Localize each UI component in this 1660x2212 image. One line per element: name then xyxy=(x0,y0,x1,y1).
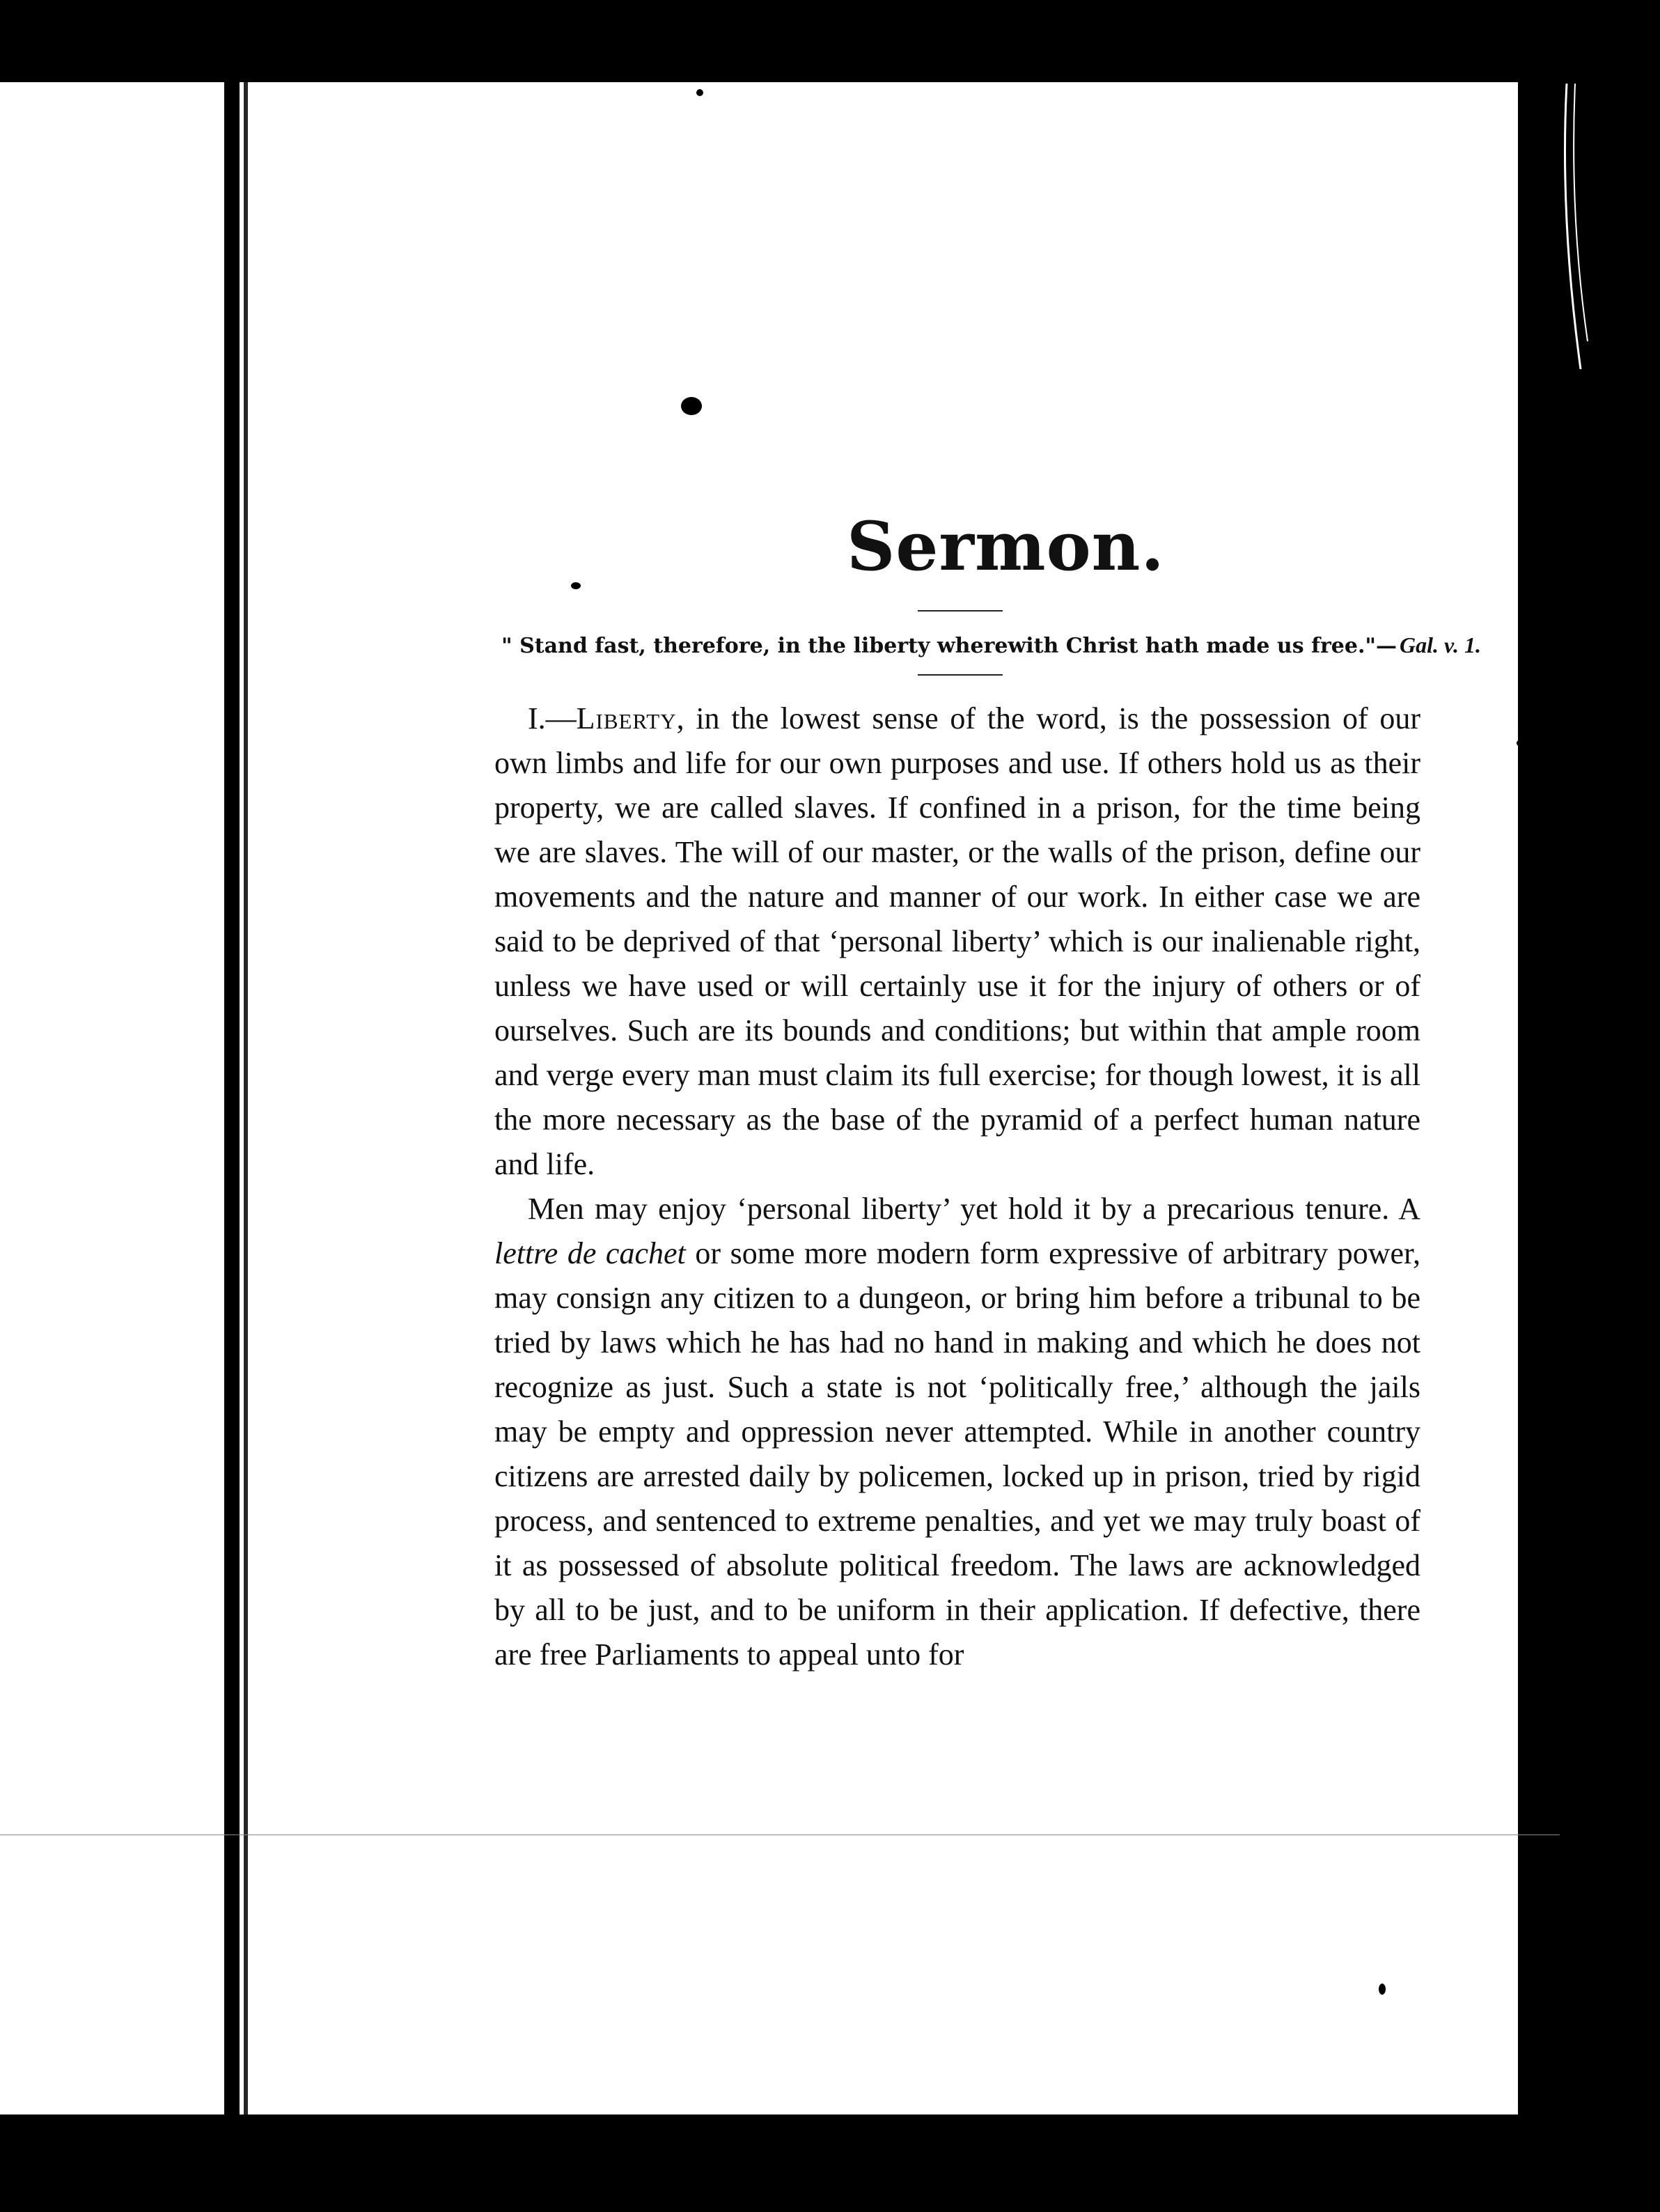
italic-phrase: lettre de cachet xyxy=(494,1236,686,1270)
page-gutter-shadow xyxy=(224,77,240,2124)
paragraph-1 xyxy=(494,696,1420,1187)
lead-word: Liberty xyxy=(576,701,677,735)
page-curl-shadow xyxy=(1518,77,1602,2124)
scan-top-border xyxy=(0,0,1660,82)
ink-dot xyxy=(1517,740,1525,747)
scan-bottom-border xyxy=(0,2114,1660,2212)
page-gutter-edge xyxy=(244,82,248,2116)
ink-dot xyxy=(696,89,703,96)
epigraph xyxy=(501,625,1482,664)
ink-blot xyxy=(681,397,702,415)
section-numeral: I.— xyxy=(528,701,577,735)
epigraph-reference: Gal. v. 1. xyxy=(1400,632,1482,657)
paragraph-2-text-after: or some more modern form expressive of arbitrary power, may consign any citizen to a dungeon, or bring him before a tribunal to be tried by laws which he has had no hand in making and which he does not recognize as just. Such a state is not ‘politically free,’ although the jails may be empty and oppression never attempted. While in another country citizens are arrested daily by policemen, locked up in prison, tried by rigid process, and sentenced to extreme penalties, and yet we may truly boast of it as possessed of absolute political freedom. The laws are acknowledged by all to be just, and to be uniform in their application. If defective, there are free Parliaments to appeal unto for xyxy=(494,1236,1420,1672)
title-rule xyxy=(918,610,1003,612)
epigraph-quote: " Stand fast, therefore, in the liberty wherewith Christ hath made us free."— xyxy=(501,634,1397,658)
ink-dot xyxy=(1379,1984,1386,1995)
ink-dot xyxy=(1560,1365,1565,1371)
paragraph-2-text-before: Men may enjoy ‘personal liberty’ yet hold it by a precarious tenure. A xyxy=(528,1192,1420,1226)
sermon-body xyxy=(494,696,1420,1677)
paragraph-1-text: , in the lowest sense of the word, is the possession of our own limbs and life for our own purposes and use. If others hold us as their property, we are called slaves. If confined in a prison, for the time being we are slaves. The will of our master, or the walls of the prison, define our movements and the nature and manner of our work. In either case we are said to be deprived of that ‘personal liberty’ which is our inalienable right, unless we have used or will certainly use it for the injury of others or of ourselves. Such are its bounds and conditions; but within that ample room and verge every man must claim its full exercise; for though lowest, it is all the more necessary as the base of the pyramid of a perfect human nature and life. xyxy=(494,701,1420,1181)
ink-dot xyxy=(571,582,581,589)
paragraph-2 xyxy=(494,1187,1420,1677)
page-title: Sermon. xyxy=(847,507,1165,586)
epigraph-rule xyxy=(918,674,1003,676)
